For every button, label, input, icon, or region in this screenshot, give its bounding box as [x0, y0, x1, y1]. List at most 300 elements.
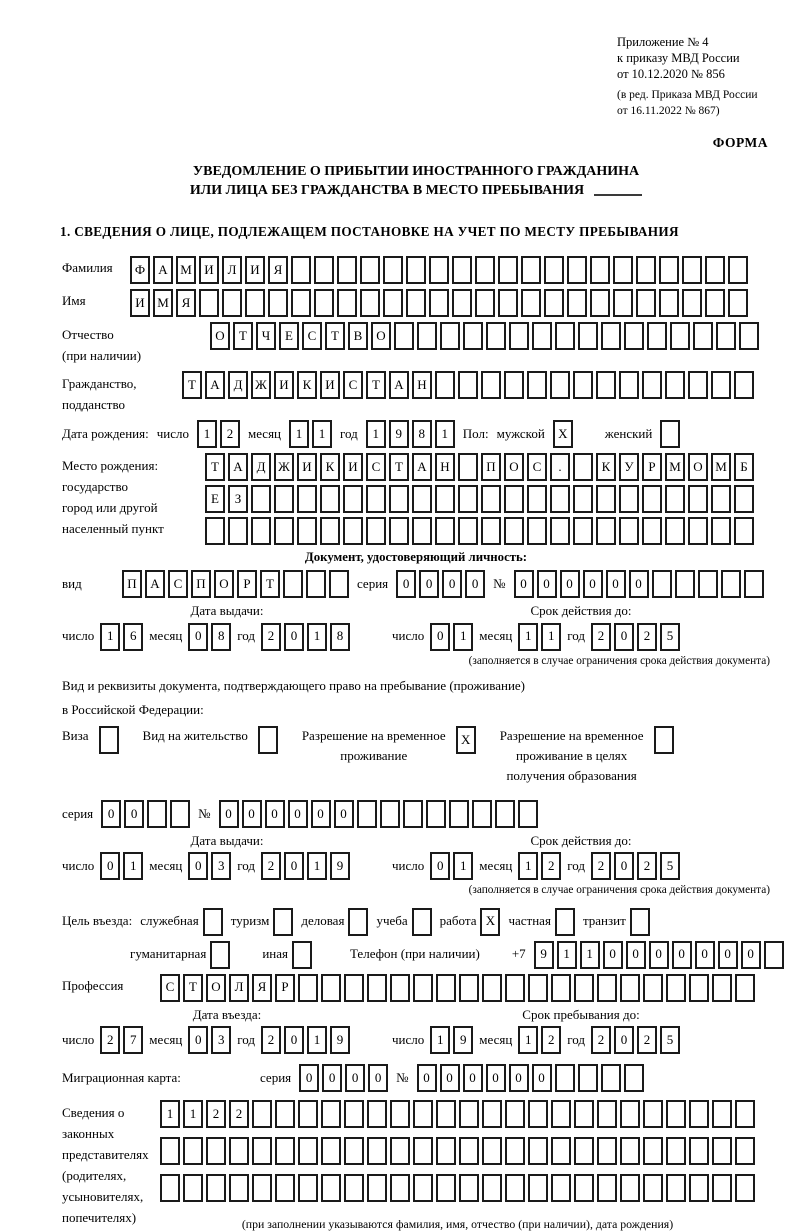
char-box: Р	[275, 974, 295, 1002]
char-box: М	[153, 289, 173, 317]
char-box: Л	[222, 256, 242, 284]
char-box: Т	[389, 453, 409, 481]
char-box: 1	[160, 1100, 180, 1128]
profession-label: Профессия	[62, 977, 124, 993]
patronymic-boxes	[210, 322, 759, 350]
char-box	[573, 517, 593, 545]
guardians-row	[62, 1100, 770, 1232]
purpose-private-label: частная	[508, 913, 551, 929]
char-box	[578, 322, 598, 350]
guardians-boxes-row2	[160, 1137, 755, 1165]
birthplace-boxes-row1	[205, 453, 754, 481]
section1-heading: 1. СВЕДЕНИЯ О ЛИЦЕ, ПОДЛЕЖАЩЕМ ПОСТАНОВКЕ НА УЧЕТ ПО МЕСТУ ПРЕБЫВАНИЯ	[60, 223, 679, 239]
identity-expiry-line	[392, 623, 770, 651]
char-box: О	[214, 570, 234, 598]
char-box: А	[153, 256, 173, 284]
patronymic-label-line1: Отчество	[62, 327, 114, 343]
char-box	[183, 1137, 203, 1165]
purpose-official-checkbox	[203, 908, 223, 936]
permit-expiry-day-boxes	[430, 852, 473, 880]
purpose-work-checkbox: X	[480, 908, 500, 936]
char-box: 0	[430, 852, 450, 880]
char-box	[360, 256, 380, 284]
char-box	[160, 1137, 180, 1165]
char-box: 0	[606, 570, 626, 598]
char-box	[721, 570, 741, 598]
char-box	[665, 485, 685, 513]
month-label: месяц	[479, 1031, 513, 1047]
sex-male-label: мужской	[496, 426, 545, 442]
char-box: И	[343, 453, 363, 481]
char-box	[291, 289, 311, 317]
char-box	[459, 1174, 479, 1202]
char-box	[670, 322, 690, 350]
char-box: 0	[614, 852, 634, 880]
char-box: 0	[430, 623, 450, 651]
char-box	[521, 256, 541, 284]
guardians-label-line1: Сведения о	[62, 1104, 125, 1120]
char-box	[321, 1137, 341, 1165]
year-label: год	[567, 858, 586, 874]
char-box	[518, 800, 538, 828]
char-box: 1	[307, 852, 327, 880]
permit-expiry-year-boxes	[591, 852, 680, 880]
char-box: 2	[637, 852, 657, 880]
char-box	[574, 1174, 594, 1202]
visa-label-line1: Виза	[62, 728, 89, 744]
char-box	[601, 322, 621, 350]
char-box	[597, 1137, 617, 1165]
char-box: 7	[123, 1026, 143, 1054]
char-box	[413, 1100, 433, 1128]
char-box	[550, 517, 570, 545]
char-box	[528, 974, 548, 1002]
char-box: Р	[642, 453, 662, 481]
identity-expiry-group	[392, 603, 770, 650]
month-label: месяц	[149, 858, 183, 874]
permit-issue-day-boxes	[100, 852, 143, 880]
entry-date-heading: Дата въезда:	[192, 1006, 262, 1022]
birthplace-label	[62, 453, 205, 539]
char-box	[366, 517, 386, 545]
purpose-row	[62, 908, 770, 936]
patronymic-label-line2: (при наличии)	[62, 348, 142, 364]
char-box	[413, 1137, 433, 1165]
char-box: И	[245, 256, 265, 284]
char-box: Р	[237, 570, 257, 598]
phone-prefix: +7	[511, 946, 526, 962]
char-box	[597, 974, 617, 1002]
char-box: 3	[211, 852, 231, 880]
char-box	[659, 256, 679, 284]
char-box	[459, 1137, 479, 1165]
char-box	[578, 1064, 598, 1092]
purpose-option-tourism	[231, 908, 294, 936]
appendix-line-1: Приложение № 4	[617, 35, 709, 49]
char-box: 0	[629, 570, 649, 598]
migration-number-label: №	[396, 1069, 409, 1085]
appendix-header	[617, 34, 770, 119]
char-box: А	[205, 371, 225, 399]
purpose-business-label: деловая	[301, 913, 345, 929]
char-box	[229, 1137, 249, 1165]
residence-intro-line2: в Российской Федерации:	[62, 701, 204, 717]
char-box	[268, 289, 288, 317]
char-box	[528, 1100, 548, 1128]
char-box	[475, 256, 495, 284]
char-box	[297, 485, 317, 513]
identity-kind-label: вид	[62, 576, 82, 592]
char-box: 0	[440, 1064, 460, 1092]
char-box: Е	[205, 485, 225, 513]
char-box: 1	[430, 1026, 450, 1054]
char-box	[521, 289, 541, 317]
char-box	[712, 1174, 732, 1202]
purpose-work-label: работа	[439, 913, 477, 929]
char-box: П	[122, 570, 142, 598]
char-box	[344, 1100, 364, 1128]
year-label: год	[237, 628, 256, 644]
char-box	[390, 1100, 410, 1128]
char-box: 9	[330, 852, 350, 880]
purpose-humanitarian-checkbox	[210, 941, 230, 969]
char-box: 9	[330, 1026, 350, 1054]
char-box	[390, 1174, 410, 1202]
purpose-label: Цель въезда:	[62, 913, 133, 929]
char-box	[735, 1174, 755, 1202]
phone-label: Телефон (при наличии)	[349, 946, 480, 962]
char-box	[734, 517, 754, 545]
char-box	[527, 371, 547, 399]
birth-month-boxes	[289, 420, 332, 448]
char-box	[735, 974, 755, 1002]
identity-issue-group	[62, 603, 392, 650]
char-box	[147, 800, 167, 828]
char-box	[436, 1100, 456, 1128]
temp-residence-label	[302, 726, 446, 766]
char-box	[689, 1174, 709, 1202]
char-box	[550, 371, 570, 399]
identity-issue-year-boxes	[261, 623, 350, 651]
identity-issue-month-boxes	[188, 623, 231, 651]
purpose-other-label: иная	[262, 946, 288, 962]
char-box	[666, 1100, 686, 1128]
char-box: 0	[532, 1064, 552, 1092]
char-box	[390, 1137, 410, 1165]
char-box	[459, 974, 479, 1002]
form-title-line2: ИЛИ ЛИЦА БЕЗ ГРАЖДАНСТВА В МЕСТО ПРЕБЫВАНИЯ	[189, 182, 585, 198]
char-box	[659, 289, 679, 317]
identity-expiry-note: (заполняется в случае ограничения срока действия документа)	[468, 654, 770, 667]
guardians-box-rows	[160, 1100, 755, 1232]
char-box	[297, 517, 317, 545]
char-box	[574, 974, 594, 1002]
residence-permit-label	[143, 726, 248, 746]
char-box	[498, 289, 518, 317]
char-box	[555, 322, 575, 350]
char-box	[613, 289, 633, 317]
char-box	[528, 1137, 548, 1165]
firstname-row	[62, 289, 770, 317]
char-box: 2	[637, 1026, 657, 1054]
char-box: 0	[649, 941, 669, 969]
permit-number-label: №	[198, 806, 211, 822]
char-box: 3	[211, 1026, 231, 1054]
guardians-note: (при заполнении указываются фамилия, имя, отчество (при наличии), дата рождения)	[241, 1216, 674, 1231]
residence-option-visa	[62, 726, 119, 754]
char-box	[495, 800, 515, 828]
surname-label: Фамилия	[62, 260, 113, 276]
char-box	[160, 1174, 180, 1202]
char-box	[642, 485, 662, 513]
permit-expiry-heading: Срок действия до:	[530, 833, 632, 849]
char-box: С	[168, 570, 188, 598]
visa-checkbox	[99, 726, 119, 754]
visa-label	[62, 726, 89, 746]
char-box	[567, 256, 587, 284]
char-box: В	[348, 322, 368, 350]
char-box	[574, 1137, 594, 1165]
char-box	[463, 322, 483, 350]
char-box: 1	[580, 941, 600, 969]
stay-day-boxes	[430, 1026, 473, 1054]
char-box: П	[481, 453, 501, 481]
permit-expiry-line	[392, 852, 770, 880]
char-box: С	[366, 453, 386, 481]
char-box: К	[320, 453, 340, 481]
stay-year-boxes	[591, 1026, 680, 1054]
char-box: Т	[260, 570, 280, 598]
guardians-label-line3: представителях	[62, 1146, 149, 1162]
citizenship-label-line1: Гражданство,	[62, 376, 137, 392]
char-box	[306, 570, 326, 598]
purpose-transit-checkbox	[630, 908, 650, 936]
char-box	[620, 1174, 640, 1202]
profession-boxes	[160, 974, 755, 1002]
char-box	[505, 1137, 525, 1165]
purpose-official-label: служебная	[140, 913, 199, 929]
char-box: 1	[307, 623, 327, 651]
char-box: Д	[228, 371, 248, 399]
purpose-option-business	[301, 908, 368, 936]
char-box	[383, 256, 403, 284]
char-box: 1	[518, 852, 538, 880]
char-box: 2	[100, 1026, 120, 1054]
day-label: число	[156, 426, 189, 442]
char-box	[551, 974, 571, 1002]
char-box	[597, 1100, 617, 1128]
temp-residence-label-line2: проживание	[340, 748, 408, 764]
purpose-transit-label: транзит	[582, 913, 626, 929]
char-box	[417, 322, 437, 350]
guardians-label-line5: усыновителях,	[62, 1188, 144, 1204]
char-box: 2	[541, 852, 561, 880]
purpose-option-other	[262, 941, 312, 969]
char-box: Ж	[274, 453, 294, 481]
char-box	[613, 256, 633, 284]
char-box	[170, 800, 190, 828]
char-box	[459, 1100, 479, 1128]
char-box	[275, 1137, 295, 1165]
char-box: 1	[518, 1026, 538, 1054]
entry-month-boxes	[188, 1026, 231, 1054]
char-box: М	[711, 453, 731, 481]
phone-boxes	[534, 941, 784, 969]
identity-series-label: серия	[357, 576, 389, 592]
char-box	[320, 485, 340, 513]
guardians-boxes-row3	[160, 1174, 755, 1202]
char-box: 0	[486, 1064, 506, 1092]
surname-row	[62, 256, 770, 284]
sex-female-label: женский	[604, 426, 653, 442]
char-box: З	[228, 485, 248, 513]
residence-permit-label-line1: Вид на жительство	[142, 728, 248, 744]
char-box: Ч	[256, 322, 276, 350]
char-box	[665, 517, 685, 545]
identity-expiry-month-boxes	[518, 623, 561, 651]
char-box	[251, 485, 271, 513]
char-box: 0	[603, 941, 623, 969]
char-box: Н	[412, 371, 432, 399]
forma-label: ФОРМА	[712, 135, 768, 150]
char-box	[390, 974, 410, 1002]
char-box	[228, 517, 248, 545]
char-box: 0	[219, 800, 239, 828]
char-box	[498, 256, 518, 284]
char-box: 0	[188, 852, 208, 880]
char-box	[275, 1174, 295, 1202]
char-box	[458, 517, 478, 545]
char-box	[274, 485, 294, 513]
revision-line-2: от 16.11.2022 № 867)	[617, 105, 720, 117]
char-box: Б	[734, 453, 754, 481]
char-box	[435, 371, 455, 399]
char-box: 8	[211, 623, 231, 651]
char-box: 0	[345, 1064, 365, 1092]
char-box: .	[550, 453, 570, 481]
char-box: 1	[307, 1026, 327, 1054]
char-box	[429, 256, 449, 284]
char-box: А	[389, 371, 409, 399]
char-box	[367, 974, 387, 1002]
char-box: 9	[453, 1026, 473, 1054]
char-box: 8	[330, 623, 350, 651]
birthplace-label-line3: город или другой	[62, 500, 158, 516]
residence-intro-line1: Вид и реквизиты документа, подтверждающего право на пребывание (проживание)	[62, 677, 526, 693]
year-label: год	[567, 1031, 586, 1047]
char-box	[452, 256, 472, 284]
char-box	[504, 485, 524, 513]
char-box: 6	[123, 623, 143, 651]
char-box: 1	[557, 941, 577, 969]
char-box	[689, 1100, 709, 1128]
char-box	[436, 1137, 456, 1165]
char-box: 0	[509, 1064, 529, 1092]
char-box: 2	[541, 1026, 561, 1054]
char-box: Т	[366, 371, 386, 399]
day-label: число	[392, 628, 425, 644]
char-box: 1	[197, 420, 217, 448]
permit-issue-year-boxes	[261, 852, 350, 880]
char-box	[544, 256, 564, 284]
char-box: 1	[123, 852, 143, 880]
char-box	[367, 1174, 387, 1202]
char-box	[682, 256, 702, 284]
char-box	[436, 1174, 456, 1202]
purpose-option-private	[508, 908, 574, 936]
form-title-line1: УВЕДОМЛЕНИЕ О ПРИБЫТИИ ИНОСТРАННОГО ГРАЖДАНИНА	[192, 163, 640, 179]
char-box	[636, 289, 656, 317]
migration-series-label: серия	[260, 1069, 292, 1085]
char-box	[383, 289, 403, 317]
char-box	[504, 371, 524, 399]
char-box	[551, 1100, 571, 1128]
char-box	[475, 289, 495, 317]
char-box	[711, 371, 731, 399]
birth-day-boxes	[197, 420, 240, 448]
char-box	[596, 517, 616, 545]
patronymic-row	[62, 322, 770, 366]
char-box	[734, 485, 754, 513]
form-title-line2-wrap	[62, 181, 770, 200]
char-box	[337, 289, 357, 317]
char-box	[435, 485, 455, 513]
char-box: 0	[672, 941, 692, 969]
char-box	[567, 289, 587, 317]
char-box	[596, 371, 616, 399]
char-box: 0	[311, 800, 331, 828]
char-box	[712, 1100, 732, 1128]
permit-series-boxes	[101, 800, 190, 828]
char-box	[647, 322, 667, 350]
char-box	[573, 371, 593, 399]
purpose-option-humanitarian	[130, 941, 230, 969]
char-box	[472, 800, 492, 828]
char-box: 1	[312, 420, 332, 448]
char-box	[389, 485, 409, 513]
birthplace-box-rows	[205, 453, 754, 545]
char-box	[624, 322, 644, 350]
char-box	[406, 256, 426, 284]
form-title	[62, 162, 770, 200]
char-box	[329, 570, 349, 598]
char-box	[366, 485, 386, 513]
firstname-boxes	[130, 289, 748, 317]
char-box	[642, 517, 662, 545]
citizenship-label	[62, 371, 182, 415]
day-label: число	[62, 858, 95, 874]
migration-card-label: Миграционная карта:	[62, 1069, 181, 1085]
char-box	[528, 1174, 548, 1202]
char-box	[205, 517, 225, 545]
purpose-option-work	[440, 908, 501, 936]
char-box	[596, 485, 616, 513]
char-box	[429, 289, 449, 317]
permit-expiry-month-boxes	[518, 852, 561, 880]
char-box	[527, 517, 547, 545]
birthdate-row	[62, 420, 770, 448]
birthdate-label: Дата рождения:	[62, 426, 149, 442]
char-box	[666, 1174, 686, 1202]
migration-number-boxes	[417, 1064, 644, 1092]
char-box	[509, 322, 529, 350]
char-box	[705, 289, 725, 317]
purpose-option-official	[140, 908, 223, 936]
char-box	[380, 800, 400, 828]
permit-issue-heading: Дата выдачи:	[190, 833, 264, 849]
char-box	[406, 289, 426, 317]
char-box: 1	[183, 1100, 203, 1128]
